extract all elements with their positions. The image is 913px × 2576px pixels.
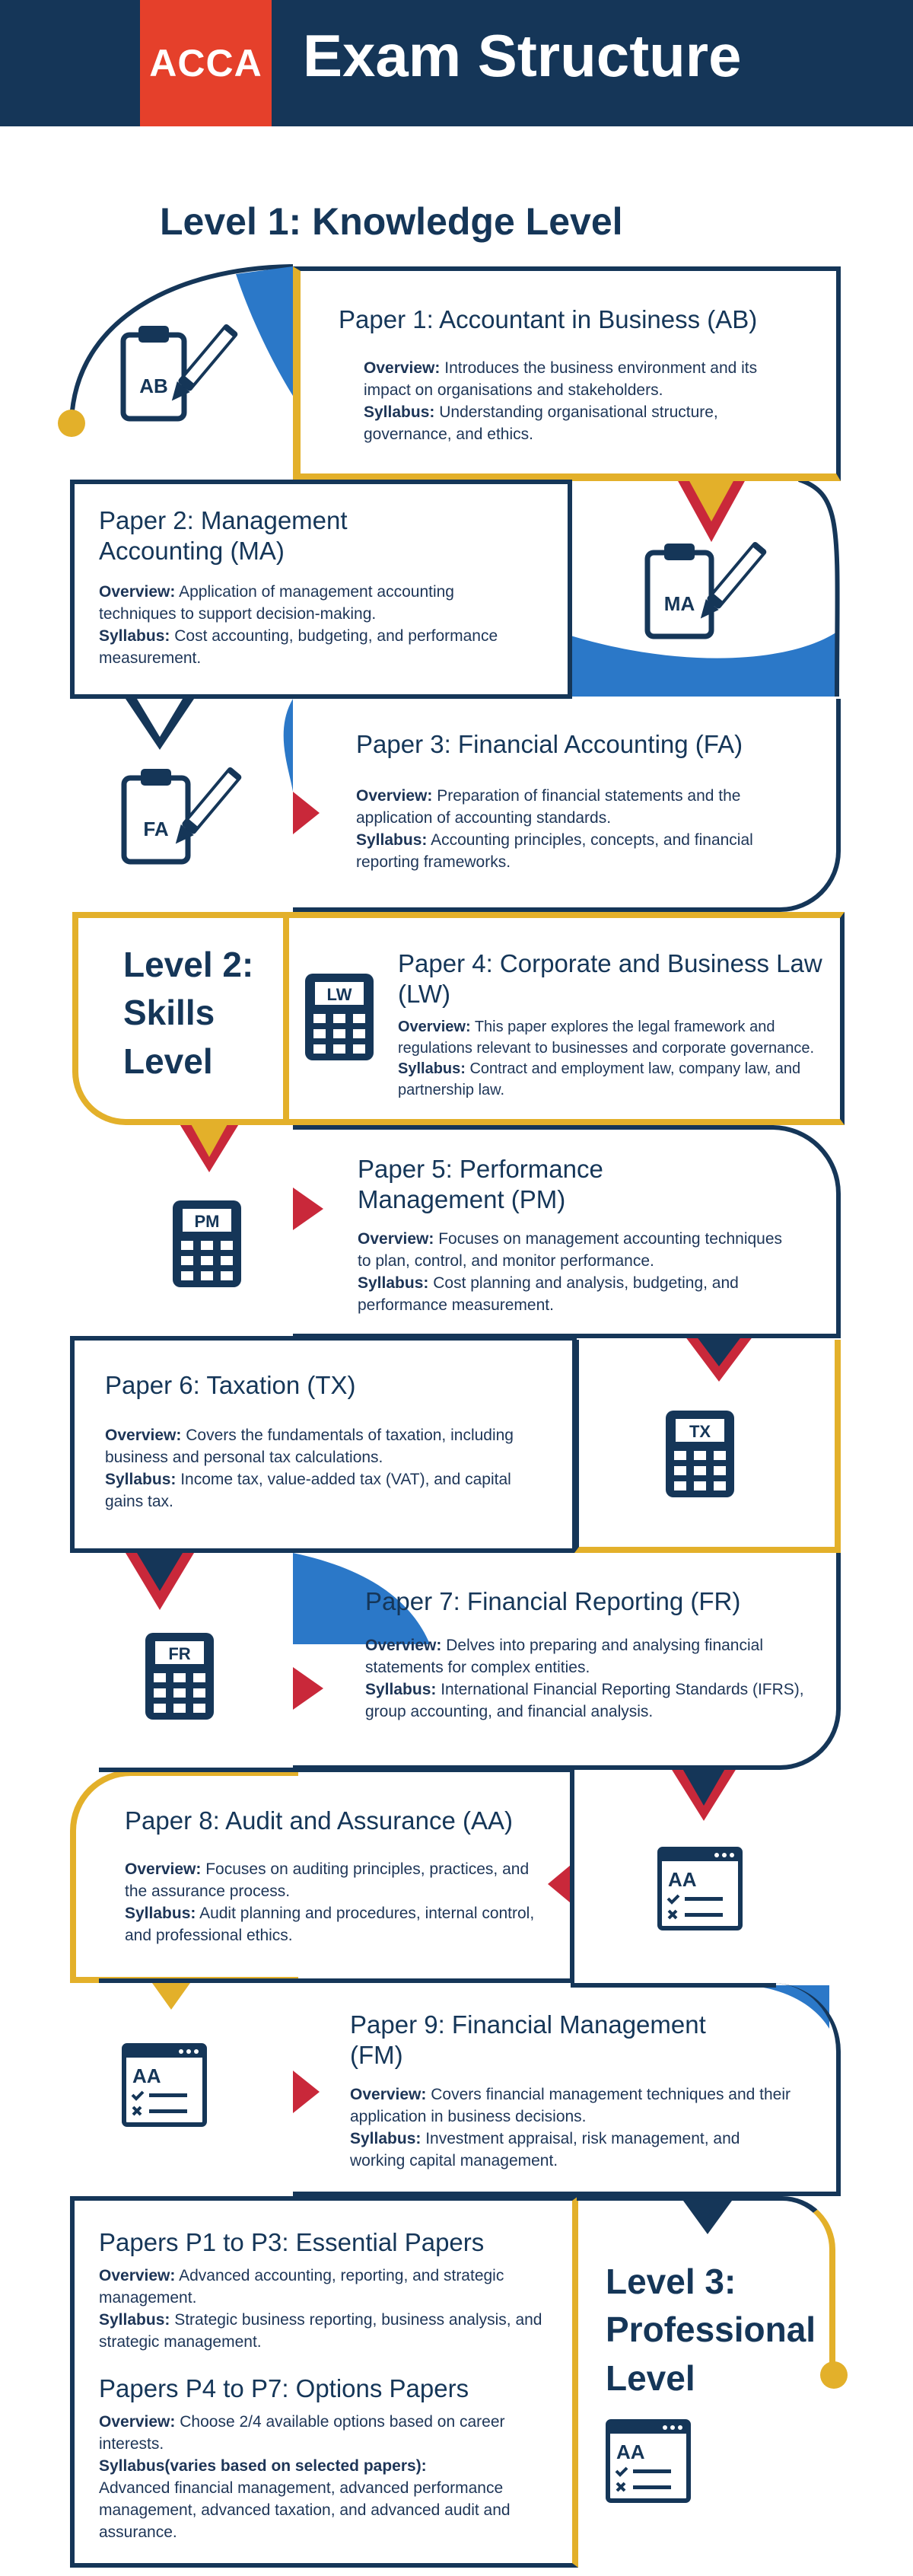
- paper-5-body: [358, 1229, 799, 1317]
- overview-label: Overview:: [99, 2267, 176, 2284]
- level-3-line: Professional: [606, 2310, 816, 2350]
- syllabus-label: Syllabus:: [105, 1470, 177, 1488]
- paper-8-body: [125, 1859, 536, 1947]
- options-overview: Choose 2/4 available options based on career interests.: [99, 2413, 505, 2453]
- paper-4-title: Paper 4: Corporate and Business Law (LW): [398, 949, 822, 1008]
- paper-8-overview: Focuses on auditing principles, practices, and the assurance process.: [125, 1860, 530, 1900]
- syllabus-label: Syllabus:: [99, 2310, 170, 2329]
- paper-4-body: [398, 1017, 835, 1101]
- paper-7-syllabus: International Financial Reporting Standards (IFRS), group accounting, and financial analysis.: [365, 1680, 804, 1720]
- paper-9-overview: Covers financial management techniques and their application in business decisions.: [350, 2086, 791, 2125]
- paper-6-title: Paper 6: Taxation (TX): [105, 1371, 356, 1399]
- svg-text:PM: PM: [194, 1212, 220, 1231]
- paper-3-title: Paper 3: Financial Accounting (FA): [356, 730, 743, 758]
- calculator-icon: [143, 1631, 216, 1722]
- level-2-line: Level 2:: [123, 945, 254, 984]
- paper-8-title: Paper 8: Audit and Assurance (AA): [125, 1806, 513, 1835]
- paper-6-syllabus: Income tax, value-added tax (VAT), and capital gains tax.: [105, 1470, 511, 1510]
- paper-7-body: [365, 1635, 814, 1723]
- clipboard-pen-icon: [643, 537, 772, 652]
- page-title: Exam Structure: [303, 22, 742, 89]
- options-papers-body: [99, 2412, 555, 2544]
- level-3-line: Level 3:: [606, 2262, 736, 2301]
- paper-2-overview: Application of management accounting techniques to support decision-making.: [99, 583, 454, 623]
- paper-1-syllabus: Understanding organisational structure, governance, and ethics.: [364, 403, 718, 443]
- essential-papers-title: Papers P1 to P3: Essential Papers: [99, 2228, 485, 2256]
- syllabus-label: Syllabus:: [364, 403, 435, 421]
- paper-1-title: Paper 1: Accountant in Business (AB): [339, 305, 758, 333]
- connector-dot: [58, 410, 85, 437]
- paper-9-syllabus: Investment appraisal, risk management, and working capital management.: [350, 2129, 740, 2170]
- level-2-line: Level: [123, 1041, 213, 1081]
- overview-label: Overview:: [365, 1637, 442, 1654]
- calculator-icon: [303, 971, 376, 1063]
- paper-5-title: Paper 5: Performance Management (PM): [358, 1155, 603, 1213]
- paper-4-syllabus: Contract and employment law, company law, and partnership law.: [398, 1060, 801, 1098]
- svg-text:FA: FA: [143, 818, 169, 840]
- paper-5-overview: Focuses on management accounting techniques to plan, control, and monitor performance.: [358, 1230, 783, 1270]
- checklist-window-icon: [657, 1847, 743, 1930]
- svg-text:AA: AA: [668, 1868, 697, 1891]
- calculator-icon: [663, 1408, 736, 1500]
- paper-3-syllabus: Accounting principles, concepts, and financial reporting frameworks.: [356, 831, 753, 871]
- calculator-icon: [170, 1198, 243, 1290]
- overview-label: Overview:: [364, 359, 441, 377]
- syllabus-label: Syllabus:: [365, 1680, 437, 1698]
- essential-papers-body: [99, 2265, 555, 2354]
- svg-text:LW: LW: [326, 985, 352, 1004]
- checklist-window-icon: [606, 2419, 691, 2503]
- overview-label: Overview:: [398, 1019, 471, 1035]
- options-syllabus: Advanced financial management, advanced performance management, advanced taxation, and advanced audit and assurance.: [99, 2479, 511, 2541]
- paper-9-title: Paper 9: Financial Management (FM): [350, 2010, 706, 2069]
- connector-fill: [236, 266, 293, 396]
- level-3-line: Level: [606, 2358, 695, 2398]
- essential-syllabus: Strategic business reporting, business analysis, and strategic management.: [99, 2310, 542, 2351]
- paper-7-title: Paper 7: Financial Reporting (FR): [365, 1587, 741, 1615]
- paper-1-overview: Introduces the business environment and its impact on organisations and stakeholders.: [364, 359, 758, 399]
- svg-text:FR: FR: [168, 1644, 191, 1663]
- syllabus-label: Syllabus:: [398, 1060, 466, 1078]
- acca-logo: ACCA: [140, 0, 272, 126]
- paper-3-overview: Preparation of financial statements and the application of accounting standards.: [356, 787, 741, 827]
- overview-label: Overview:: [350, 2086, 427, 2103]
- paper-8-syllabus: Audit planning and procedures, internal control, and professional ethics.: [125, 1904, 535, 1944]
- level-1-heading: Level 1: Knowledge Level: [160, 200, 623, 243]
- paper-4-overview: This paper explores the legal framework and regulations relevant to businesses and corporate governance.: [398, 1019, 815, 1057]
- overview-label: Overview:: [99, 2413, 176, 2431]
- syllabus-label: Syllabus:: [99, 626, 170, 645]
- svg-text:TX: TX: [689, 1422, 711, 1441]
- clipboard-pen-icon: [114, 320, 243, 434]
- overview-label: Overview:: [125, 1860, 202, 1878]
- paper-9-body: [350, 2084, 791, 2173]
- paper-6-body: [105, 1425, 531, 1513]
- options-papers-title: Papers P4 to P7: Options Papers: [99, 2374, 469, 2402]
- paper-5-syllabus: Cost planning and analysis, budgeting, and performance measurement.: [358, 1274, 739, 1314]
- overview-label: Overview:: [358, 1230, 434, 1248]
- overview-label: Overview:: [356, 787, 433, 805]
- paper-6-overview: Covers the fundamentals of taxation, including business and personal tax calculations.: [105, 1427, 514, 1466]
- level-2-line: Skills: [123, 993, 215, 1033]
- svg-text:AA: AA: [616, 2441, 645, 2463]
- overview-label: Overview:: [105, 1427, 182, 1444]
- paper-1-body: [364, 358, 775, 446]
- overview-label: Overview:: [99, 583, 176, 601]
- paper-7-overview: Delves into preparing and analysing financial statements for complex entities.: [365, 1637, 763, 1676]
- syllabus-label: Syllabus:: [356, 831, 428, 849]
- level-2-heading: [123, 941, 253, 1086]
- options-syllabus-label: Syllabus(varies based on selected papers):: [99, 2456, 427, 2475]
- svg-text:MA: MA: [663, 592, 695, 615]
- paper-2-syllabus: Cost accounting, budgeting, and performance measurement.: [99, 626, 498, 667]
- clipboard-pen-icon: [118, 763, 247, 877]
- svg-text:AA: AA: [132, 2064, 161, 2087]
- essential-overview: Advanced accounting, reporting, and strategic management.: [99, 2267, 504, 2307]
- paper-2-title: Paper 2: Management Accounting (MA): [99, 506, 348, 565]
- paper-3-body: [356, 786, 782, 874]
- syllabus-label: Syllabus:: [125, 1904, 196, 1922]
- syllabus-label: Syllabus:: [358, 1274, 429, 1292]
- checklist-window-icon: [122, 2043, 207, 2127]
- svg-text:AB: AB: [139, 375, 168, 397]
- level-3-heading: [606, 2258, 816, 2402]
- paper-2-body: [99, 582, 525, 670]
- divider: [571, 1983, 776, 1988]
- syllabus-label: Syllabus:: [350, 2129, 422, 2147]
